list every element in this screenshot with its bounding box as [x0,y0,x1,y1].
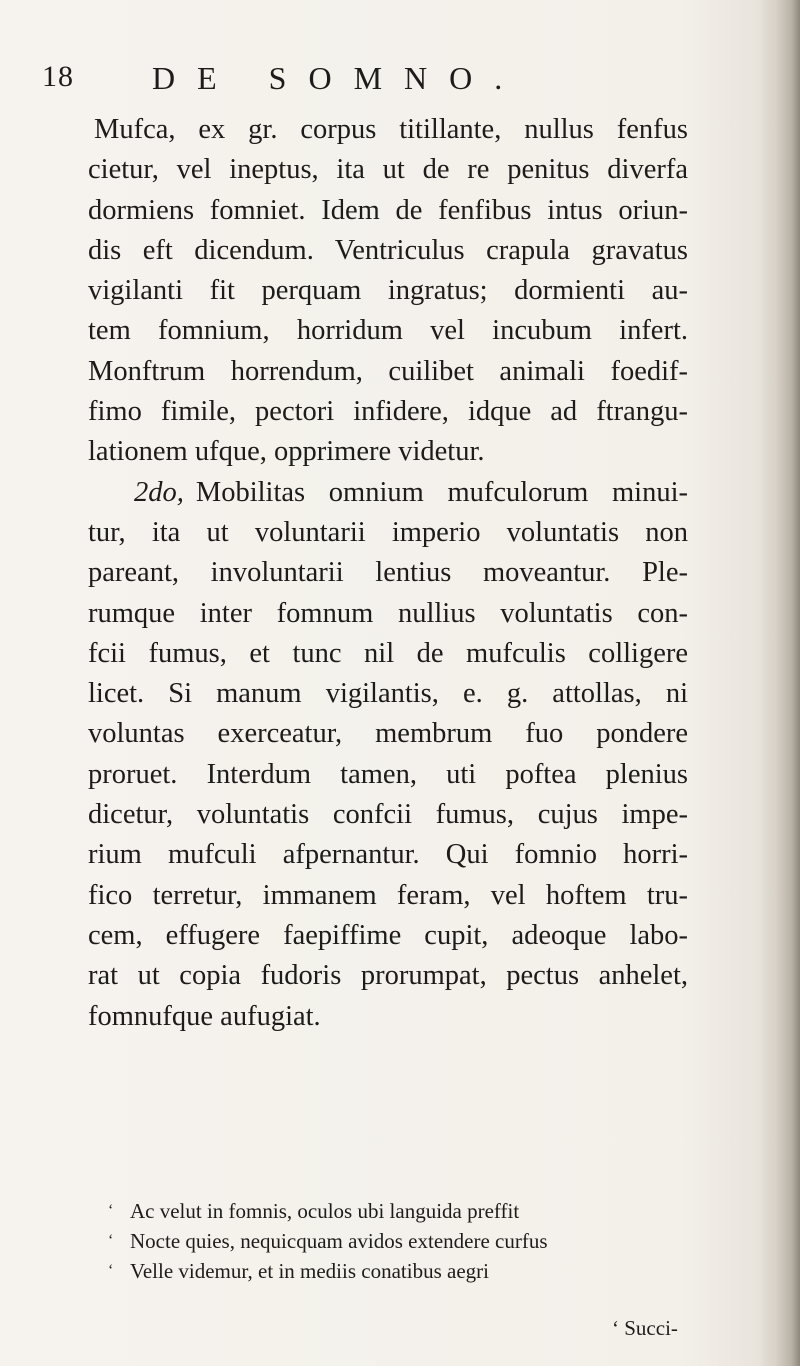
footnote-line [108,1256,668,1286]
text-line: pareant, involuntarii lentius moveantur. Ple- [88,557,688,589]
catchword: ‘ Succi- [612,1316,678,1340]
footnotes [108,1196,668,1286]
text-line: voluntas exerceatur, membrum fuo pondere [88,718,688,750]
footnote-text: Ac velut in fomnis, oculos ubi languida preffit [130,1199,520,1223]
footnote-text: Nocte quies, nequicquam avidos extendere curfus [130,1229,548,1253]
text-line: fomnufque aufugiat. [88,1000,321,1032]
text-line: licet. Si manum vigilantis, e. g. attollas, ni [88,678,688,710]
footnote-line [108,1226,668,1256]
paragraph-2 [88,473,688,1037]
text-line: Mufca, ex gr. corpus titillante, nullus fenfus [94,114,688,145]
text-line: cem, effugere faepiffime cupit, adeoque labo- [88,919,688,951]
text-line: rat ut copia fudoris prorumpat, pectus anhelet, [88,960,688,992]
page-edge-shadow [758,0,800,1366]
text-line: dormiens fomniet. Idem de fenfibus intus oriun- [88,194,688,226]
text-line: fico terretur, immanem feram, vel hoftem tru- [88,879,688,911]
footnote-mark: ‘ [108,1202,114,1219]
footnote-mark: ‘ [108,1262,114,1279]
text-line: fimo fimile, pectori infidere, idque ad ftrangu- [88,396,688,428]
text-line-content: Mobilitas omnium mufculorum minui- [195,476,688,508]
text-line: cietur, vel ineptus, ita ut de re penitus diverfa [88,154,688,186]
body-text [88,110,688,1037]
text-line: rumque inter fomnum nullius voluntatis con- [88,597,688,629]
running-title: DE SOMNO. [152,60,525,96]
text-line: tem fomnium, horridum vel incubum infert. [88,315,688,347]
footnote-text: Velle videmur, et in mediis conatibus aegri [130,1259,489,1283]
text-line: dis eft dicendum. Ventriculus crapula gravatus [88,234,688,266]
text-line: fcii fumus, et tunc nil de mufculis colligere [88,637,688,669]
paragraph-ordinal: 2do, [134,476,184,508]
page-header [42,60,682,100]
text-line [88,473,688,513]
text-line: dicetur, voluntatis confcii fumus, cujus impe- [88,799,688,831]
text-line: tur, ita ut voluntarii imperio voluntatis non [88,516,688,548]
text-line: Monftrum horrendum, cuilibet animali foedif- [88,355,688,387]
paragraph-1 [88,110,688,473]
footnote-mark: ‘ [108,1232,114,1249]
text-line: proruet. Interdum tamen, uti poftea plenius [88,758,688,790]
text-line: rium mufculi afpernantur. Qui fomnio horri- [88,839,688,871]
text-line: vigilanti fit perquam ingratus; dormienti au- [88,275,688,307]
text-line: lationem ufque, opprimere videtur. [88,436,485,468]
footnote-line [108,1196,668,1226]
page-number: 18 [42,60,74,93]
